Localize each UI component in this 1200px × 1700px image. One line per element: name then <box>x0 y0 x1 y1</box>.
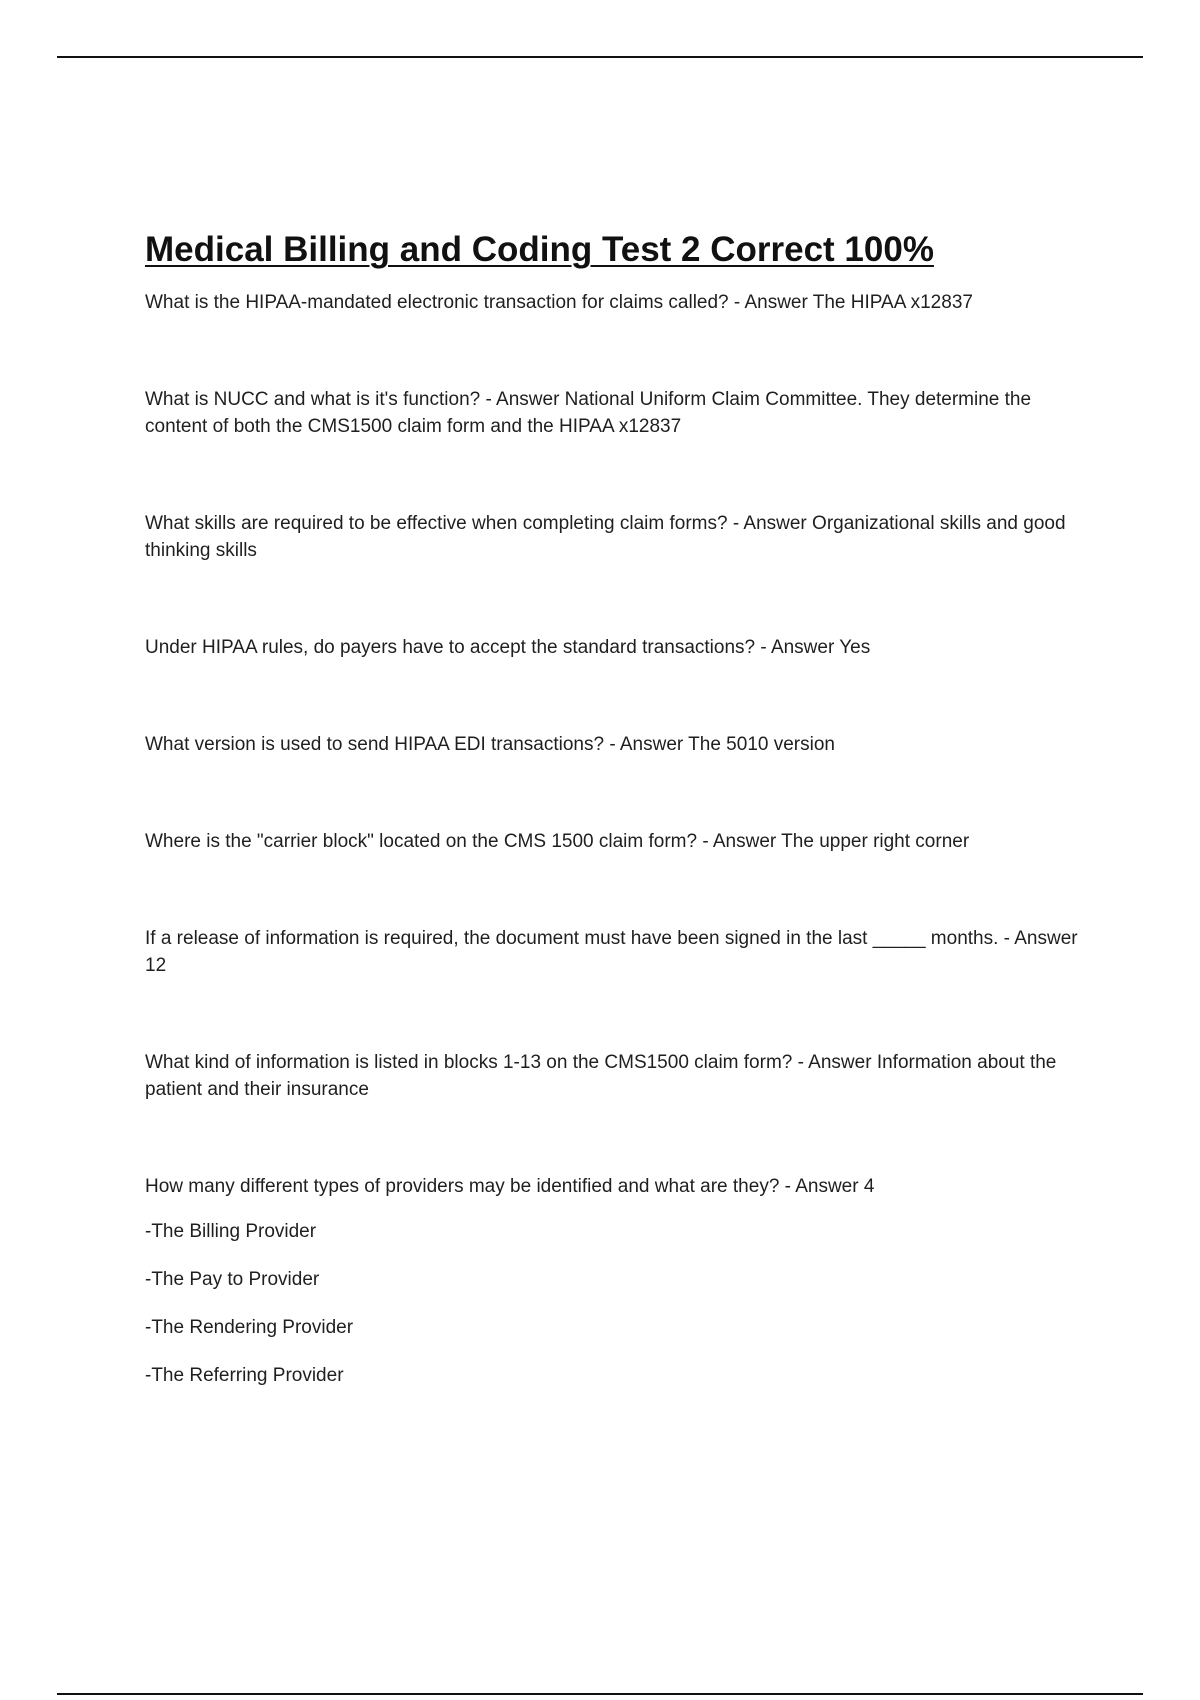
qa-item-6: Where is the "carrier block" located on the CMS 1500 claim form? - Answer The upper right corner <box>145 831 970 852</box>
document-title: Medical Billing and Coding Test 2 Correct 100% <box>145 230 934 269</box>
qa-list <box>145 289 1080 1389</box>
qa-item-1: What is the HIPAA-mandated electronic transaction for claims called? - Answer The HIPAA x12837 <box>145 292 973 313</box>
provider-list-item: -The Rendering Provider <box>145 1317 354 1338</box>
document-body <box>145 226 1080 1410</box>
provider-list <box>145 1218 1080 1389</box>
qa-item-4: Under HIPAA rules, do payers have to accept the standard transactions? - Answer Yes <box>145 637 871 658</box>
qa-item-9: How many different types of providers may be identified and what are they? - Answer 4 <box>145 1176 875 1197</box>
qa-item-7: If a release of information is required, the document must have been signed in the last _____ months. - Answer 12 <box>145 928 1078 976</box>
qa-item-3: What skills are required to be effective when completing claim forms? - Answer Organizational skills and good thinking skills <box>145 513 1066 561</box>
header-rule <box>57 56 1143 58</box>
footer-rule <box>57 1693 1143 1695</box>
provider-list-item: -The Billing Provider <box>145 1221 317 1242</box>
provider-list-item: -The Pay to Provider <box>145 1269 320 1290</box>
qa-item-2: What is NUCC and what is it's function? - Answer National Uniform Claim Committee. They determine the content of both the CMS1500 claim form and the HIPAA x12837 <box>145 389 1032 437</box>
provider-list-item: -The Referring Provider <box>145 1365 344 1386</box>
qa-item-5: What version is used to send HIPAA EDI transactions? - Answer The 5010 version <box>145 734 835 755</box>
qa-item-8: What kind of information is listed in blocks 1-13 on the CMS1500 claim form? - Answer Information about the patient and their insurance <box>145 1052 1057 1100</box>
